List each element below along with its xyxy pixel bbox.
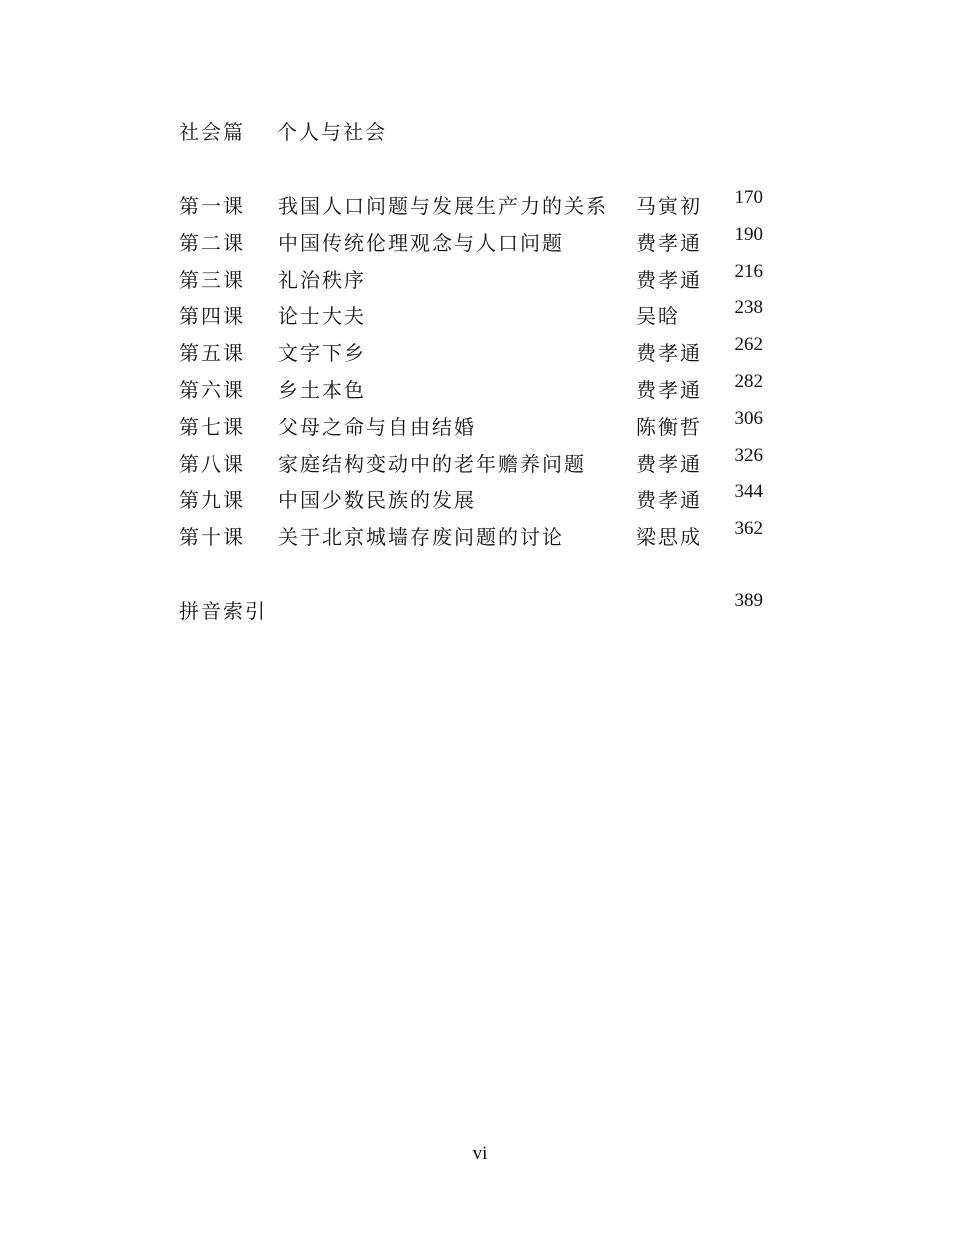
lesson-page: 262 (734, 334, 763, 356)
lesson-page: 238 (734, 297, 763, 319)
lesson-number: 第一课 (179, 194, 245, 218)
lesson-number: 第二课 (179, 230, 245, 255)
toc-entry[interactable] (179, 518, 769, 555)
lesson-title: 中国少数民族的发展 (278, 488, 476, 513)
section-part-label: 社会篇 (179, 120, 245, 144)
lesson-author: 吴晗 (636, 304, 680, 329)
lesson-page: 216 (734, 260, 763, 282)
section-heading (179, 116, 387, 145)
toc-entry[interactable] (179, 371, 769, 408)
toc-entry[interactable] (179, 261, 769, 298)
lesson-page: 326 (734, 444, 763, 466)
index-page: 389 (734, 590, 763, 611)
toc-entry[interactable] (179, 297, 769, 334)
toc-entry[interactable] (179, 224, 769, 261)
lesson-title: 关于北京城墙存废问题的讨论 (278, 525, 564, 550)
lesson-number: 第三课 (179, 267, 245, 292)
toc-entry[interactable] (179, 187, 769, 224)
lesson-number: 第八课 (179, 451, 245, 476)
lesson-page: 344 (734, 481, 763, 503)
lesson-author: 费孝通 (636, 488, 702, 513)
lesson-title: 中国传统伦理观念与人口问题 (278, 230, 564, 255)
lesson-page: 170 (734, 187, 763, 208)
lesson-page: 282 (734, 370, 763, 392)
lesson-number: 第十课 (179, 525, 245, 550)
lesson-title: 文字下乡 (278, 341, 366, 366)
lesson-number: 第六课 (179, 377, 245, 402)
lesson-number: 第九课 (179, 488, 245, 513)
lesson-title: 父母之命与自由结婚 (278, 414, 476, 439)
lesson-title: 乡土本色 (278, 377, 366, 402)
toc-entry[interactable] (179, 481, 769, 518)
lesson-title: 礼治秩序 (278, 267, 366, 292)
lesson-title: 论士大夫 (278, 304, 366, 329)
lesson-author: 费孝通 (636, 341, 702, 366)
lesson-author: 费孝通 (636, 267, 702, 292)
lesson-number: 第七课 (179, 414, 245, 439)
lesson-author: 费孝通 (636, 230, 702, 255)
lesson-author: 马寅初 (636, 194, 702, 218)
page-number: vi (472, 1143, 488, 1164)
lesson-author: 陈衡哲 (636, 414, 702, 439)
index-label: 拼音索引 (179, 599, 267, 623)
lesson-title: 家庭结构变动中的老年赡养问题 (278, 451, 586, 476)
lesson-author: 费孝通 (636, 451, 702, 476)
lesson-author: 梁思成 (636, 525, 702, 550)
lesson-page: 190 (734, 223, 763, 245)
lesson-page: 362 (734, 518, 763, 540)
toc-entry[interactable] (179, 334, 769, 371)
table-of-contents (179, 187, 769, 555)
lesson-title: 我国人口问题与发展生产力的关系 (278, 194, 608, 218)
lesson-number: 第五课 (179, 341, 245, 366)
toc-entry-pinyin-index[interactable] (179, 590, 769, 626)
toc-entry[interactable] (179, 408, 769, 445)
lesson-author: 费孝通 (636, 377, 702, 402)
lesson-number: 第四课 (179, 304, 245, 329)
section-title: 个人与社会 (277, 120, 387, 144)
toc-entry[interactable] (179, 445, 769, 482)
lesson-page: 306 (734, 407, 763, 429)
